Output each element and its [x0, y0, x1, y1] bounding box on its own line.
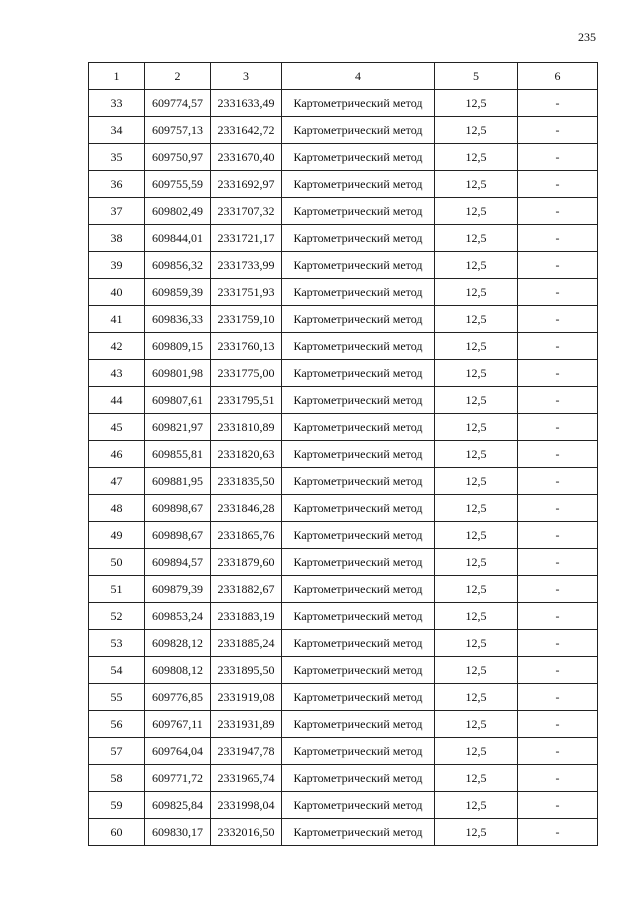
y-coordinate-cell: 2331931,89: [211, 711, 282, 738]
y-coordinate-cell: 2332016,50: [211, 819, 282, 846]
x-coordinate-cell: 609809,15: [145, 333, 211, 360]
x-coordinate-cell: 609802,49: [145, 198, 211, 225]
method-cell: Картометрический метод: [282, 819, 435, 846]
accuracy-cell: 12,5: [435, 198, 518, 225]
description-cell: -: [518, 738, 598, 765]
y-coordinate-cell: 2331670,40: [211, 144, 282, 171]
accuracy-cell: 12,5: [435, 765, 518, 792]
accuracy-cell: 12,5: [435, 144, 518, 171]
x-coordinate-cell: 609836,33: [145, 306, 211, 333]
table-body: [89, 90, 598, 846]
point-number-cell: 36: [89, 171, 145, 198]
table-row: [89, 333, 598, 360]
table-row: [89, 279, 598, 306]
point-number-cell: 38: [89, 225, 145, 252]
method-cell: Картометрический метод: [282, 711, 435, 738]
description-cell: -: [518, 522, 598, 549]
accuracy-cell: 12,5: [435, 819, 518, 846]
method-cell: Картометрический метод: [282, 387, 435, 414]
table-row: [89, 603, 598, 630]
y-coordinate-cell: 2331707,32: [211, 198, 282, 225]
method-cell: Картометрический метод: [282, 360, 435, 387]
accuracy-cell: 12,5: [435, 495, 518, 522]
header-cell-col-1: 1: [89, 63, 145, 90]
y-coordinate-cell: 2331820,63: [211, 441, 282, 468]
point-number-cell: 41: [89, 306, 145, 333]
table-row: [89, 144, 598, 171]
accuracy-cell: 12,5: [435, 360, 518, 387]
coordinates-table: [88, 62, 598, 846]
x-coordinate-cell: 609807,61: [145, 387, 211, 414]
x-coordinate-cell: 609825,84: [145, 792, 211, 819]
method-cell: Картометрический метод: [282, 117, 435, 144]
accuracy-cell: 12,5: [435, 279, 518, 306]
y-coordinate-cell: 2331795,51: [211, 387, 282, 414]
x-coordinate-cell: 609801,98: [145, 360, 211, 387]
method-cell: Картометрический метод: [282, 171, 435, 198]
y-coordinate-cell: 2331721,17: [211, 225, 282, 252]
x-coordinate-cell: 609776,85: [145, 684, 211, 711]
accuracy-cell: 12,5: [435, 171, 518, 198]
x-coordinate-cell: 609844,01: [145, 225, 211, 252]
point-number-cell: 51: [89, 576, 145, 603]
x-coordinate-cell: 609757,13: [145, 117, 211, 144]
method-cell: Картометрический метод: [282, 495, 435, 522]
point-number-cell: 49: [89, 522, 145, 549]
x-coordinate-cell: 609898,67: [145, 522, 211, 549]
description-cell: -: [518, 171, 598, 198]
method-cell: Картометрический метод: [282, 684, 435, 711]
method-cell: Картометрический метод: [282, 414, 435, 441]
table-row: [89, 765, 598, 792]
x-coordinate-cell: 609856,32: [145, 252, 211, 279]
accuracy-cell: 12,5: [435, 549, 518, 576]
table-header: [89, 63, 598, 90]
point-number-cell: 47: [89, 468, 145, 495]
method-cell: Картометрический метод: [282, 765, 435, 792]
point-number-cell: 43: [89, 360, 145, 387]
accuracy-cell: 12,5: [435, 684, 518, 711]
y-coordinate-cell: 2331751,93: [211, 279, 282, 306]
x-coordinate-cell: 609764,04: [145, 738, 211, 765]
description-cell: -: [518, 684, 598, 711]
method-cell: Картометрический метод: [282, 576, 435, 603]
table-row: [89, 549, 598, 576]
method-cell: Картометрический метод: [282, 792, 435, 819]
accuracy-cell: 12,5: [435, 333, 518, 360]
description-cell: -: [518, 252, 598, 279]
point-number-cell: 39: [89, 252, 145, 279]
y-coordinate-cell: 2331883,19: [211, 603, 282, 630]
point-number-cell: 45: [89, 414, 145, 441]
method-cell: Картометрический метод: [282, 252, 435, 279]
header-cell-col-2: 2: [145, 63, 211, 90]
accuracy-cell: 12,5: [435, 117, 518, 144]
method-cell: Картометрический метод: [282, 306, 435, 333]
accuracy-cell: 12,5: [435, 738, 518, 765]
table-row: [89, 630, 598, 657]
method-cell: Картометрический метод: [282, 630, 435, 657]
point-number-cell: 42: [89, 333, 145, 360]
x-coordinate-cell: 609828,12: [145, 630, 211, 657]
x-coordinate-cell: 609855,81: [145, 441, 211, 468]
accuracy-cell: 12,5: [435, 414, 518, 441]
y-coordinate-cell: 2331733,99: [211, 252, 282, 279]
table-row: [89, 306, 598, 333]
header-row: [89, 63, 598, 90]
accuracy-cell: 12,5: [435, 603, 518, 630]
y-coordinate-cell: 2331759,10: [211, 306, 282, 333]
method-cell: Картометрический метод: [282, 522, 435, 549]
y-coordinate-cell: 2331998,04: [211, 792, 282, 819]
point-number-cell: 60: [89, 819, 145, 846]
description-cell: -: [518, 711, 598, 738]
point-number-cell: 50: [89, 549, 145, 576]
y-coordinate-cell: 2331633,49: [211, 90, 282, 117]
description-cell: -: [518, 765, 598, 792]
description-cell: -: [518, 360, 598, 387]
method-cell: Картометрический метод: [282, 549, 435, 576]
table-row: [89, 252, 598, 279]
x-coordinate-cell: 609755,59: [145, 171, 211, 198]
x-coordinate-cell: 609859,39: [145, 279, 211, 306]
description-cell: -: [518, 603, 598, 630]
description-cell: -: [518, 333, 598, 360]
method-cell: Картометрический метод: [282, 90, 435, 117]
x-coordinate-cell: 609894,57: [145, 549, 211, 576]
y-coordinate-cell: 2331760,13: [211, 333, 282, 360]
point-number-cell: 46: [89, 441, 145, 468]
y-coordinate-cell: 2331895,50: [211, 657, 282, 684]
description-cell: -: [518, 549, 598, 576]
y-coordinate-cell: 2331846,28: [211, 495, 282, 522]
x-coordinate-cell: 609879,39: [145, 576, 211, 603]
y-coordinate-cell: 2331947,78: [211, 738, 282, 765]
accuracy-cell: 12,5: [435, 522, 518, 549]
table-row: [89, 441, 598, 468]
point-number-cell: 57: [89, 738, 145, 765]
point-number-cell: 33: [89, 90, 145, 117]
y-coordinate-cell: 2331810,89: [211, 414, 282, 441]
y-coordinate-cell: 2331885,24: [211, 630, 282, 657]
accuracy-cell: 12,5: [435, 441, 518, 468]
method-cell: Картометрический метод: [282, 468, 435, 495]
accuracy-cell: 12,5: [435, 657, 518, 684]
description-cell: -: [518, 576, 598, 603]
description-cell: -: [518, 117, 598, 144]
table-row: [89, 738, 598, 765]
table-row: [89, 711, 598, 738]
y-coordinate-cell: 2331775,00: [211, 360, 282, 387]
point-number-cell: 40: [89, 279, 145, 306]
description-cell: -: [518, 306, 598, 333]
method-cell: Картометрический метод: [282, 225, 435, 252]
description-cell: -: [518, 387, 598, 414]
point-number-cell: 53: [89, 630, 145, 657]
point-number-cell: 48: [89, 495, 145, 522]
x-coordinate-cell: 609767,11: [145, 711, 211, 738]
table-row: [89, 387, 598, 414]
table-row: [89, 576, 598, 603]
description-cell: -: [518, 279, 598, 306]
x-coordinate-cell: 609853,24: [145, 603, 211, 630]
x-coordinate-cell: 609821,97: [145, 414, 211, 441]
description-cell: -: [518, 198, 598, 225]
description-cell: -: [518, 630, 598, 657]
point-number-cell: 59: [89, 792, 145, 819]
point-number-cell: 44: [89, 387, 145, 414]
description-cell: -: [518, 144, 598, 171]
method-cell: Картометрический метод: [282, 441, 435, 468]
description-cell: -: [518, 414, 598, 441]
table-row: [89, 360, 598, 387]
point-number-cell: 56: [89, 711, 145, 738]
table-row: [89, 522, 598, 549]
description-cell: -: [518, 657, 598, 684]
description-cell: -: [518, 468, 598, 495]
method-cell: Картометрический метод: [282, 279, 435, 306]
method-cell: Картометрический метод: [282, 603, 435, 630]
accuracy-cell: 12,5: [435, 630, 518, 657]
table-row: [89, 225, 598, 252]
accuracy-cell: 12,5: [435, 225, 518, 252]
table-row: [89, 90, 598, 117]
accuracy-cell: 12,5: [435, 387, 518, 414]
y-coordinate-cell: 2331865,76: [211, 522, 282, 549]
table-row: [89, 117, 598, 144]
accuracy-cell: 12,5: [435, 306, 518, 333]
table-row: [89, 414, 598, 441]
method-cell: Картометрический метод: [282, 738, 435, 765]
point-number-cell: 55: [89, 684, 145, 711]
point-number-cell: 52: [89, 603, 145, 630]
y-coordinate-cell: 2331692,97: [211, 171, 282, 198]
x-coordinate-cell: 609898,67: [145, 495, 211, 522]
method-cell: Картометрический метод: [282, 144, 435, 171]
table-row: [89, 198, 598, 225]
point-number-cell: 34: [89, 117, 145, 144]
description-cell: -: [518, 495, 598, 522]
table-row: [89, 792, 598, 819]
point-number-cell: 37: [89, 198, 145, 225]
description-cell: -: [518, 225, 598, 252]
x-coordinate-cell: 609774,57: [145, 90, 211, 117]
accuracy-cell: 12,5: [435, 90, 518, 117]
x-coordinate-cell: 609750,97: [145, 144, 211, 171]
description-cell: -: [518, 441, 598, 468]
y-coordinate-cell: 2331879,60: [211, 549, 282, 576]
method-cell: Картометрический метод: [282, 198, 435, 225]
x-coordinate-cell: 609808,12: [145, 657, 211, 684]
accuracy-cell: 12,5: [435, 711, 518, 738]
y-coordinate-cell: 2331965,74: [211, 765, 282, 792]
table-row: [89, 171, 598, 198]
x-coordinate-cell: 609881,95: [145, 468, 211, 495]
method-cell: Картометрический метод: [282, 333, 435, 360]
header-cell-col-5: 5: [435, 63, 518, 90]
description-cell: -: [518, 90, 598, 117]
accuracy-cell: 12,5: [435, 792, 518, 819]
table-row: [89, 468, 598, 495]
point-number-cell: 54: [89, 657, 145, 684]
y-coordinate-cell: 2331835,50: [211, 468, 282, 495]
y-coordinate-cell: 2331882,67: [211, 576, 282, 603]
description-cell: -: [518, 819, 598, 846]
method-cell: Картометрический метод: [282, 657, 435, 684]
point-number-cell: 35: [89, 144, 145, 171]
table-row: [89, 495, 598, 522]
y-coordinate-cell: 2331919,08: [211, 684, 282, 711]
table-row: [89, 819, 598, 846]
page-number: 235: [578, 30, 596, 44]
accuracy-cell: 12,5: [435, 252, 518, 279]
y-coordinate-cell: 2331642,72: [211, 117, 282, 144]
point-number-cell: 58: [89, 765, 145, 792]
header-cell-col-6: 6: [518, 63, 598, 90]
x-coordinate-cell: 609771,72: [145, 765, 211, 792]
x-coordinate-cell: 609830,17: [145, 819, 211, 846]
description-cell: -: [518, 792, 598, 819]
accuracy-cell: 12,5: [435, 468, 518, 495]
header-cell-col-3: 3: [211, 63, 282, 90]
header-cell-col-4: 4: [282, 63, 435, 90]
table-row: [89, 684, 598, 711]
accuracy-cell: 12,5: [435, 576, 518, 603]
table-row: [89, 657, 598, 684]
